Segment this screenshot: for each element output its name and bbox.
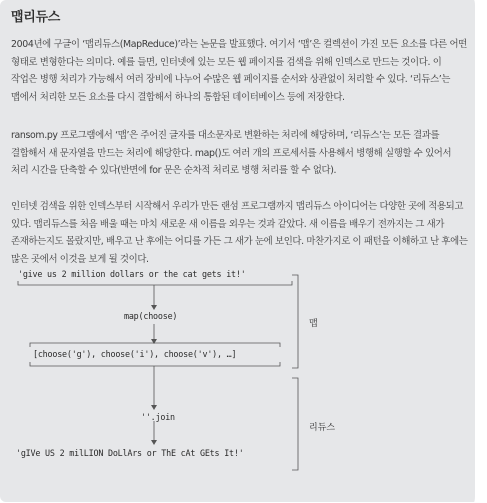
paragraph-ransom: ransom.py 프로그램에서 ‘맵’은 주어진 글자를 대소문자로 변환하는 처리에 해당하며, ‘리듀스’는 모든 결과를 결합해서 새 문자열을 만드는 처리에 해당한다. map()도 여러 개의 프로세서를 사용해서 병행해 실행할 수 있어서 처리 시간을 단축할 수 있다(반면에 for 문은 순차적 처리로 병행 처리를 할 수 없다).: [11, 130, 452, 177]
reduce-label: 리듀스: [309, 423, 336, 433]
paragraph-intro: 2004년에 구글이 ‘맵리듀스(MapReduce)’라는 논문을 발표했다. 여기서 ‘맵’은 컬렉션이 가진 모든 요소를 다른 어떤 형태로 변형한다는 의미다. 예를 들면, 인터넷에 있는 모든 웹 페이지를 검색을 위해 인덱스로 만드는 것이다. 이 작업은 병행 처리가 가능해서 여러 장비에 나누어 수많은 웹 페이지를 순서와 상관없이 처리할 수 있다. ‘리듀스’는 맵에서 처리한 모든 요소를 다시 결합해서 하나의 통합된 데이터베이스 등에 저장한다.: [11, 39, 467, 104]
reduce-call: ''.join: [141, 412, 175, 422]
map-label: 맵: [309, 319, 318, 329]
section-title: 맵리듀스: [11, 10, 61, 25]
map-call: map(choose): [124, 311, 178, 321]
paragraph-application: 인터넷 검색을 위한 인덱스부터 시작해서 우리가 만든 랜섬 프로그램까지 맵리듀스 아이디어는 다양한 곳에 적용되고 있다. 맵리듀스를 처음 배울 때는 마치 새로운 새 이름을 외우는 것과 같았다. 새 이름을 배우기 전까지는 그 새가 존재하는지도 몰랐지만, 배우고 난 후에는 어디를 가든 그 새가 눈에 보인다. 마찬가지로 이 패턴을 이해하고 난 후에는 많은 곳에서 이것을 보게 될 것이다.: [11, 201, 468, 266]
reduce-side-bracket: [292, 378, 298, 470]
map-side-bracket: [292, 275, 298, 368]
input-bracket: [18, 281, 292, 285]
arrow-down-icon: [151, 405, 157, 410]
mapped-list: [choose('g'), choose('i'), choose('v'), …]: [33, 349, 237, 359]
arrow-down-icon: [151, 440, 157, 445]
input-string: 'give us 2 million dollars or the cat gets it!': [18, 269, 246, 279]
output-string: 'gIVe US 2 milLION DoLlArs or ThE cAt GEts It!': [16, 448, 244, 458]
arrow-down-icon: [151, 305, 157, 310]
mapped-bottom-bracket: [30, 362, 280, 366]
mapped-top-bracket: [30, 343, 280, 347]
